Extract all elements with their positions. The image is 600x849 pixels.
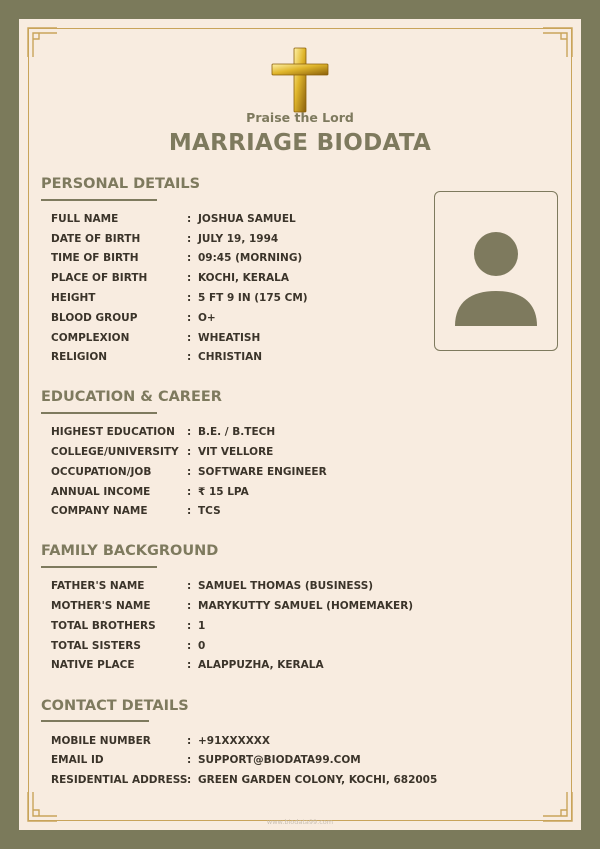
section-title-contact: CONTACT DETAILS bbox=[41, 698, 189, 714]
row-value: B.E. / B.TECH bbox=[198, 426, 276, 438]
row-separator: : bbox=[187, 640, 192, 652]
row-separator: : bbox=[187, 351, 192, 363]
row-value: SAMUEL THOMAS (BUSINESS) bbox=[198, 580, 374, 592]
photo-placeholder bbox=[434, 191, 558, 351]
corner-ornament-icon bbox=[25, 25, 59, 59]
biodata-page bbox=[19, 19, 581, 830]
row-value: ₹ 15 LPA bbox=[198, 486, 249, 498]
section-title-personal: PERSONAL DETAILS bbox=[41, 176, 201, 192]
row-label: NATIVE PLACE bbox=[51, 659, 135, 671]
row-separator: : bbox=[187, 446, 192, 458]
row-value: ALAPPUZHA, KERALA bbox=[198, 659, 324, 671]
row-value: JOSHUA SAMUEL bbox=[198, 213, 296, 225]
row-separator: : bbox=[187, 580, 192, 592]
row-value: O+ bbox=[198, 312, 216, 324]
row-separator: : bbox=[187, 754, 192, 766]
row-label: MOTHER'S NAME bbox=[51, 600, 151, 612]
row-label: RELIGION bbox=[51, 351, 108, 363]
section-rule bbox=[41, 720, 149, 722]
row-separator: : bbox=[187, 213, 192, 225]
row-value: VIT VELLORE bbox=[198, 446, 274, 458]
row-separator: : bbox=[187, 426, 192, 438]
row-value: SOFTWARE ENGINEER bbox=[198, 466, 327, 478]
row-separator: : bbox=[187, 600, 192, 612]
row-value: 1 bbox=[198, 620, 206, 632]
row-separator: : bbox=[187, 774, 192, 786]
person-silhouette-icon bbox=[435, 192, 557, 350]
tagline: Praise the Lord bbox=[246, 110, 354, 125]
section-title-family: FAMILY BACKGROUND bbox=[41, 543, 219, 559]
row-value: SUPPORT@BIODATA99.COM bbox=[198, 754, 361, 766]
row-separator: : bbox=[187, 505, 192, 517]
row-separator: : bbox=[187, 486, 192, 498]
row-label: COMPLEXION bbox=[51, 332, 130, 344]
row-label: ANNUAL INCOME bbox=[51, 486, 151, 498]
row-label: DATE OF BIRTH bbox=[51, 233, 141, 245]
row-label: HIGHEST EDUCATION bbox=[51, 426, 175, 438]
row-separator: : bbox=[187, 332, 192, 344]
gold-cross-icon bbox=[266, 46, 334, 114]
row-label: PLACE OF BIRTH bbox=[51, 272, 148, 284]
row-value: JULY 19, 1994 bbox=[198, 233, 279, 245]
row-label: RESIDENTIAL ADDRESS bbox=[51, 774, 188, 786]
row-label: OCCUPATION/JOB bbox=[51, 466, 152, 478]
section-rule bbox=[41, 566, 157, 568]
row-label: TOTAL SISTERS bbox=[51, 640, 141, 652]
row-value: +91XXXXXX bbox=[198, 735, 270, 747]
row-value: 09:45 (MORNING) bbox=[198, 252, 303, 264]
row-label: FATHER'S NAME bbox=[51, 580, 145, 592]
row-separator: : bbox=[187, 312, 192, 324]
section-rule bbox=[41, 412, 157, 414]
row-value: MARYKUTTY SAMUEL (HOMEMAKER) bbox=[198, 600, 414, 612]
corner-ornament-icon bbox=[541, 25, 575, 59]
row-label: BLOOD GROUP bbox=[51, 312, 138, 324]
row-separator: : bbox=[187, 735, 192, 747]
section-title-education: EDUCATION & CAREER bbox=[41, 389, 222, 405]
watermark: www.biodata99.com bbox=[266, 818, 334, 826]
row-separator: : bbox=[187, 252, 192, 264]
row-value: 5 FT 9 IN (175 CM) bbox=[198, 292, 308, 304]
row-value: TCS bbox=[198, 505, 221, 517]
row-label: TOTAL BROTHERS bbox=[51, 620, 156, 632]
page-title: MARRIAGE BIODATA bbox=[168, 130, 432, 156]
row-value: 0 bbox=[198, 640, 206, 652]
row-label: COMPANY NAME bbox=[51, 505, 148, 517]
row-separator: : bbox=[187, 272, 192, 284]
row-label: MOBILE NUMBER bbox=[51, 735, 151, 747]
row-label: TIME OF BIRTH bbox=[51, 252, 139, 264]
row-label: HEIGHT bbox=[51, 292, 96, 304]
row-label: COLLEGE/UNIVERSITY bbox=[51, 446, 179, 458]
row-label: FULL NAME bbox=[51, 213, 119, 225]
row-value: WHEATISH bbox=[198, 332, 261, 344]
row-separator: : bbox=[187, 466, 192, 478]
row-value: KOCHI, KERALA bbox=[198, 272, 289, 284]
row-separator: : bbox=[187, 292, 192, 304]
row-value: CHRISTIAN bbox=[198, 351, 263, 363]
section-rule bbox=[41, 199, 157, 201]
row-value: GREEN GARDEN COLONY, KOCHI, 682005 bbox=[198, 774, 438, 786]
row-separator: : bbox=[187, 620, 192, 632]
row-label: EMAIL ID bbox=[51, 754, 104, 766]
row-separator: : bbox=[187, 233, 192, 245]
row-separator: : bbox=[187, 659, 192, 671]
